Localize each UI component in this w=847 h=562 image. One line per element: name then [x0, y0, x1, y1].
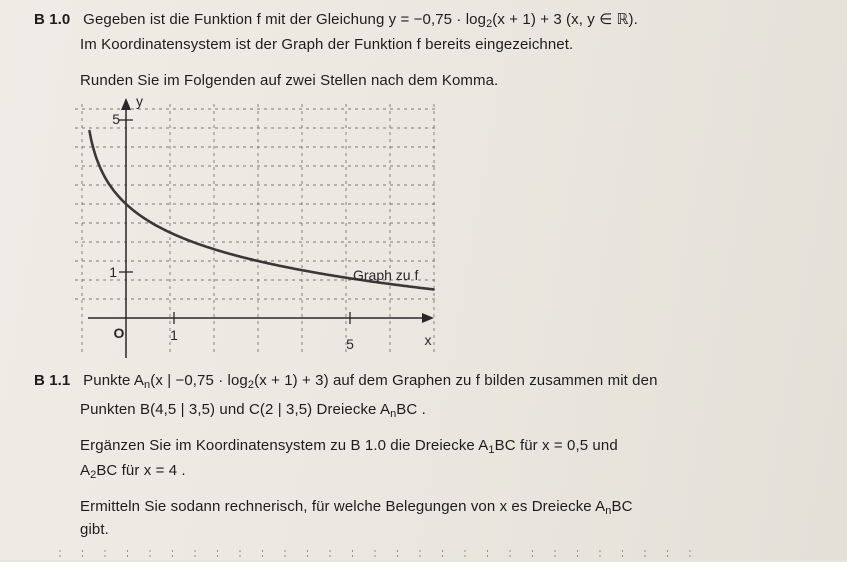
y-tick-label-5: 5 [112, 111, 120, 127]
b11-points-text: Punkte A [83, 372, 145, 389]
b11-line-5 [80, 498, 633, 516]
x-axis-arrow-icon [422, 313, 434, 323]
b10-equation-tail: (x + 1) + 3 (x, y ∈ ℝ). [492, 11, 638, 28]
b11-points-math-tail: (x + 1) + 3) [254, 372, 329, 389]
b11-line-1 [34, 372, 658, 390]
x-tick-label-1: 1 [170, 327, 178, 343]
b10-label: B 1.0 [34, 11, 71, 28]
b10-intro-text: Gegeben ist die Funktion f mit der Gleichung [83, 11, 389, 28]
b11-line-3 [80, 437, 618, 455]
b10-line-2: Im Koordinatensystem ist der Graph der Funktion f bereits eingezeichnet. [80, 36, 574, 53]
b11-line-2 [80, 401, 426, 419]
b11-line-2-text: Punkten B(4,5 | 3,5) und C(2 | 3,5) Dreiecke A [80, 401, 391, 418]
b11-line-5-text: Ermitteln Sie sodann rechnerisch, für welche Belegungen von x es Dreiecke A [80, 498, 606, 515]
b10-equation-head: y = −0,75 · log [388, 11, 487, 28]
x-tick-label-5: 5 [346, 336, 354, 352]
grid-lines [75, 104, 438, 352]
b11-line-3-end: BC für x = 0,5 und [494, 437, 618, 454]
b11-line-2-end: BC . [396, 401, 426, 418]
origin-label: O [113, 325, 125, 341]
b11-line-4 [80, 462, 186, 480]
x-axis-label: x [424, 332, 432, 348]
b11-line-3-subscript: 1 [488, 444, 495, 456]
b11-label: B 1.1 [34, 372, 71, 389]
b11-line-6: gibt. [80, 521, 109, 538]
b11-line-3-text: Ergänzen Sie im Koordinatensystem zu B 1.0 die Dreiecke A [80, 437, 489, 454]
b11-line-5-subscript: n [605, 505, 612, 517]
graph-of-f-curve [90, 131, 434, 289]
b10-equation-base: 2 [486, 18, 493, 30]
b11-line-1-end: auf dem Graphen zu f bilden zusammen mit den [328, 372, 658, 389]
y-axis-label: y [136, 93, 143, 109]
curve-label: Graph zu f [353, 267, 419, 283]
axes [88, 98, 434, 358]
b11-line-2-subscript: n [390, 408, 397, 420]
b11-line-4-end: BC für x = 4 . [96, 462, 186, 479]
b11-points-math: (x | −0,75 · log [150, 372, 248, 389]
y-axis-arrow-icon [121, 98, 131, 110]
y-tick-label-1: 1 [109, 264, 117, 280]
b11-log-base: 2 [247, 379, 255, 391]
bottom-grid-marks [0, 542, 847, 562]
b11-line-4-subscript: 2 [90, 469, 97, 481]
b11-line-5-end: BC [611, 498, 633, 515]
b11-line-4-text: A [80, 462, 91, 479]
b11-points-subscript: n [144, 379, 151, 391]
b10-line-3: Runden Sie im Folgenden auf zwei Stellen nach dem Komma. [80, 72, 499, 89]
